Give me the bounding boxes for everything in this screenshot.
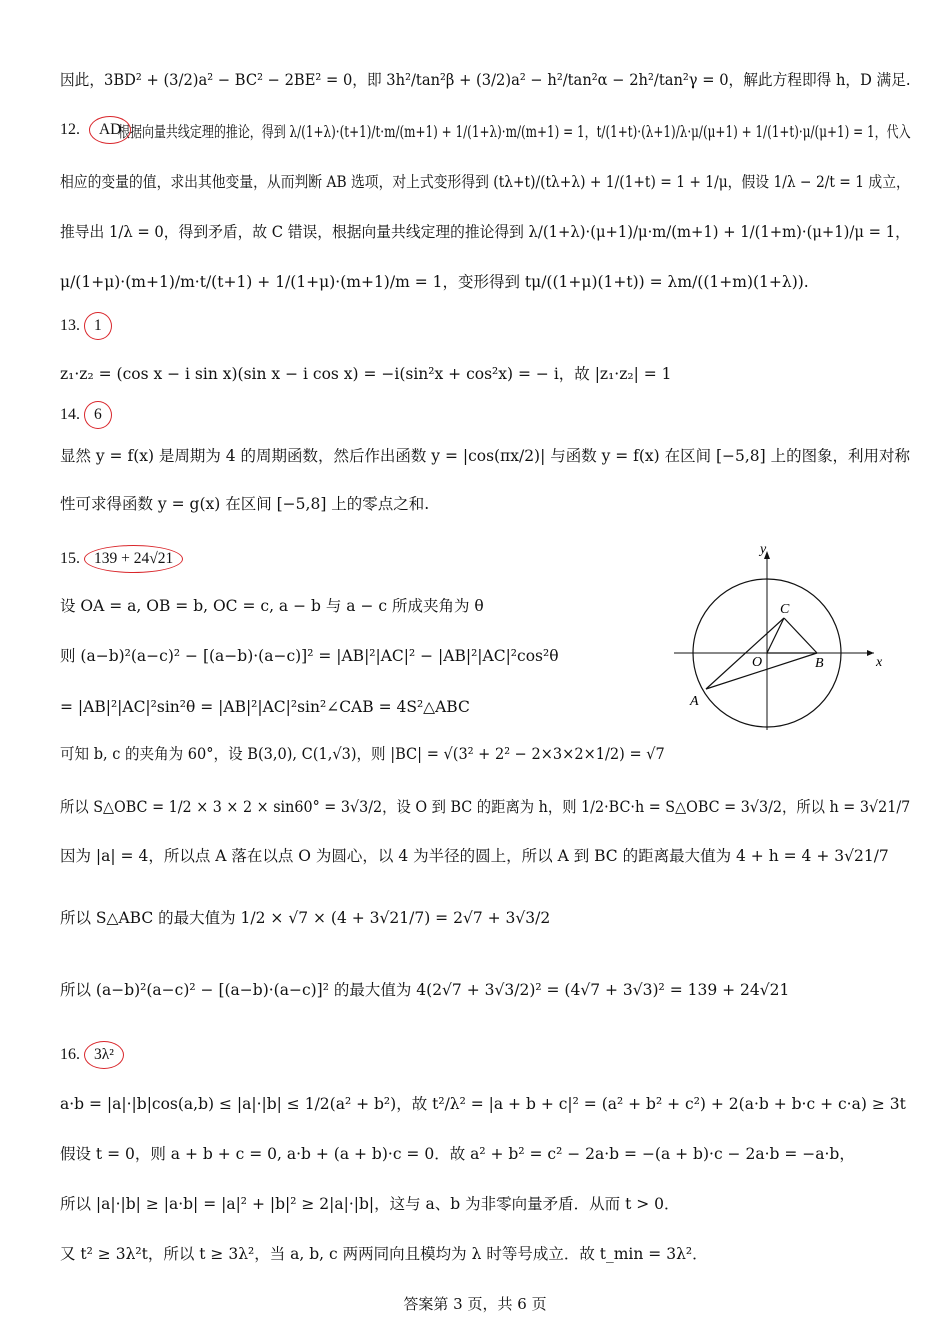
solution-line: 设 OA = a, OB = b, OC = c, a − b 与 a − c 所成夹角为 θ [60, 597, 484, 615]
y-axis-label: y [760, 545, 767, 557]
solution-line: 根据向量共线定理的推论，得到 λ/(1+λ)·(t+1)/t·m/(m+1) + 1/(1+λ)·m/(m+1) = 1，t/(1+t)·(λ+1)/λ·μ/(μ+1) + 1/(1+t)·μ/(μ+1) = 1，代入 [118, 123, 911, 141]
q14-answer: 6 [84, 401, 112, 429]
q12-number: 12. [60, 121, 80, 138]
q16-number: 16. [60, 1046, 80, 1063]
q13-header [60, 312, 112, 340]
q15-figure [672, 545, 902, 745]
solution-line: 性可求得函数 y = g(x) 在区间 [−5,8] 上的零点之和. [60, 495, 430, 513]
solution-line: 又 t² ≥ 3λ²t，所以 t ≥ 3λ²，当 a, b, c 两两同向且模均为 λ 时等号成立．故 t_min = 3λ²． [60, 1245, 708, 1263]
q12-answer: AD [89, 116, 131, 144]
solution-line: 所以 |a|·|b| ≥ |a·b| = |a|² + |b|² ≥ 2|a|·|b|，这与 a、b 为非零向量矛盾．从而 t > 0． [60, 1195, 680, 1213]
x-axis-label: x [876, 655, 883, 670]
q15-number: 15. [60, 550, 80, 567]
q13-number: 13. [60, 317, 80, 334]
solution-line: 推导出 1/λ = 0，得到矛盾，故 C 错误，根据向量共线定理的推论得到 λ/(1+λ)·(μ+1)/μ·m/(m+1) + 1/(1+m)·(μ+1)/μ = 1， [60, 223, 910, 241]
solution-line: z₁·z₂ = (cos x − i sin x)(sin x − i cos x) = −i(sin²x + cos²x) = − i，故 |z₁·z₂| = 1 [60, 365, 672, 383]
solution-line: 相应的变量的值，求出其他变量，从而判断 AB 选项，对上式变形得到 (tλ+t)/(tλ+λ) + 1/(1+t) = 1 + 1/μ，假设 1/λ − 2/t = 1 成立， [60, 173, 910, 191]
solution-line: a·b = |a|·|b|cos(a,b) ≤ |a|·|b| ≤ 1/2(a² + b²)，故 t²/λ² = |a + b + c|² = (a² + b² + c²) + 2(a·b + b·c + c·a) ≥ 3t [60, 1095, 906, 1113]
x-axis-arrow [867, 650, 874, 656]
solution-line: 显然 y = f(x) 是周期为 4 的周期函数，然后作出函数 y = |cos(πx/2)| 与函数 y = f(x) 在区间 [−5,8] 上的图象，利用对称 [60, 447, 910, 465]
segment-oc [767, 618, 784, 653]
q14-number: 14. [60, 406, 80, 423]
q15-header [60, 545, 183, 573]
solution-line: 所以 S△OBC = 1/2 × 3 × 2 × sin60° = 3√3/2，设 O 到 BC 的距离为 h，则 1/2·BC·h = S△OBC = 3√3/2，所以 h = 3√21/7 [60, 798, 911, 816]
solution-line: μ/(1+μ)·(m+1)/m·t/(t+1) + 1/(1+μ)·(m+1)/m = 1，变形得到 tμ/((1+μ)(1+t)) = λm/((1+m)(1+λ)). [60, 273, 809, 291]
point-b-label: B [815, 656, 824, 671]
q13-answer: 1 [84, 312, 112, 340]
q16-answer: 3λ² [84, 1041, 124, 1069]
solution-line: 所以 S△ABC 的最大值为 1/2 × √7 × (4 + 3√21/7) = 2√7 + 3√3/2 [60, 909, 551, 927]
point-c-label: C [780, 602, 790, 617]
q12-header [60, 116, 131, 144]
solution-line: 假设 t = 0，则 a + b + c = 0, a·b + (a + b)·c = 0．故 a² + b² = c² − 2a·b = −(a + b)·c − 2a·b = −a·b， [60, 1145, 855, 1163]
q15-answer: 139 + 24√21 [84, 545, 183, 573]
solution-line: 因为 |a| = 4，所以点 A 落在以点 O 为圆心，以 4 为半径的圆上，所以 A 到 BC 的距离最大值为 4 + h = 4 + 3√21/7 [60, 847, 889, 865]
point-o-label: O [752, 655, 763, 670]
point-a-label: A [690, 694, 699, 709]
q14-header [60, 401, 112, 429]
solution-line: 则 (a−b)²(a−c)² − [(a−b)·(a−c)]² = |AB|²|AC|² − |AB|²|AC|²cos²θ [60, 647, 559, 665]
solution-line: 所以 (a−b)²(a−c)² − [(a−b)·(a−c)]² 的最大值为 4(2√7 + 3√3/2)² = (4√7 + 3√3)² = 139 + 24√21 [60, 981, 790, 999]
q16-header [60, 1041, 124, 1069]
solution-line: = |AB|²|AC|²sin²θ = |AB|²|AC|²sin²∠CAB = 4S²△ABC [60, 698, 470, 716]
segment-bc [784, 618, 817, 653]
solution-line: 因此，3BD² + (3/2)a² − BC² − 2BE² = 0，即 3h²/tan²β + (3/2)a² − h²/tan²α − 2h²/tan²γ = 0，解此方程即得 h，D 满足. [60, 71, 911, 89]
solution-line: 可知 b, c 的夹角为 60°，设 B(3,0), C(1,√3)，则 |BC| = √(3² + 2² − 2×3×2×1/2) = √7 [60, 745, 665, 763]
page-footer: 答案第 3 页，共 6 页 [403, 1295, 547, 1313]
